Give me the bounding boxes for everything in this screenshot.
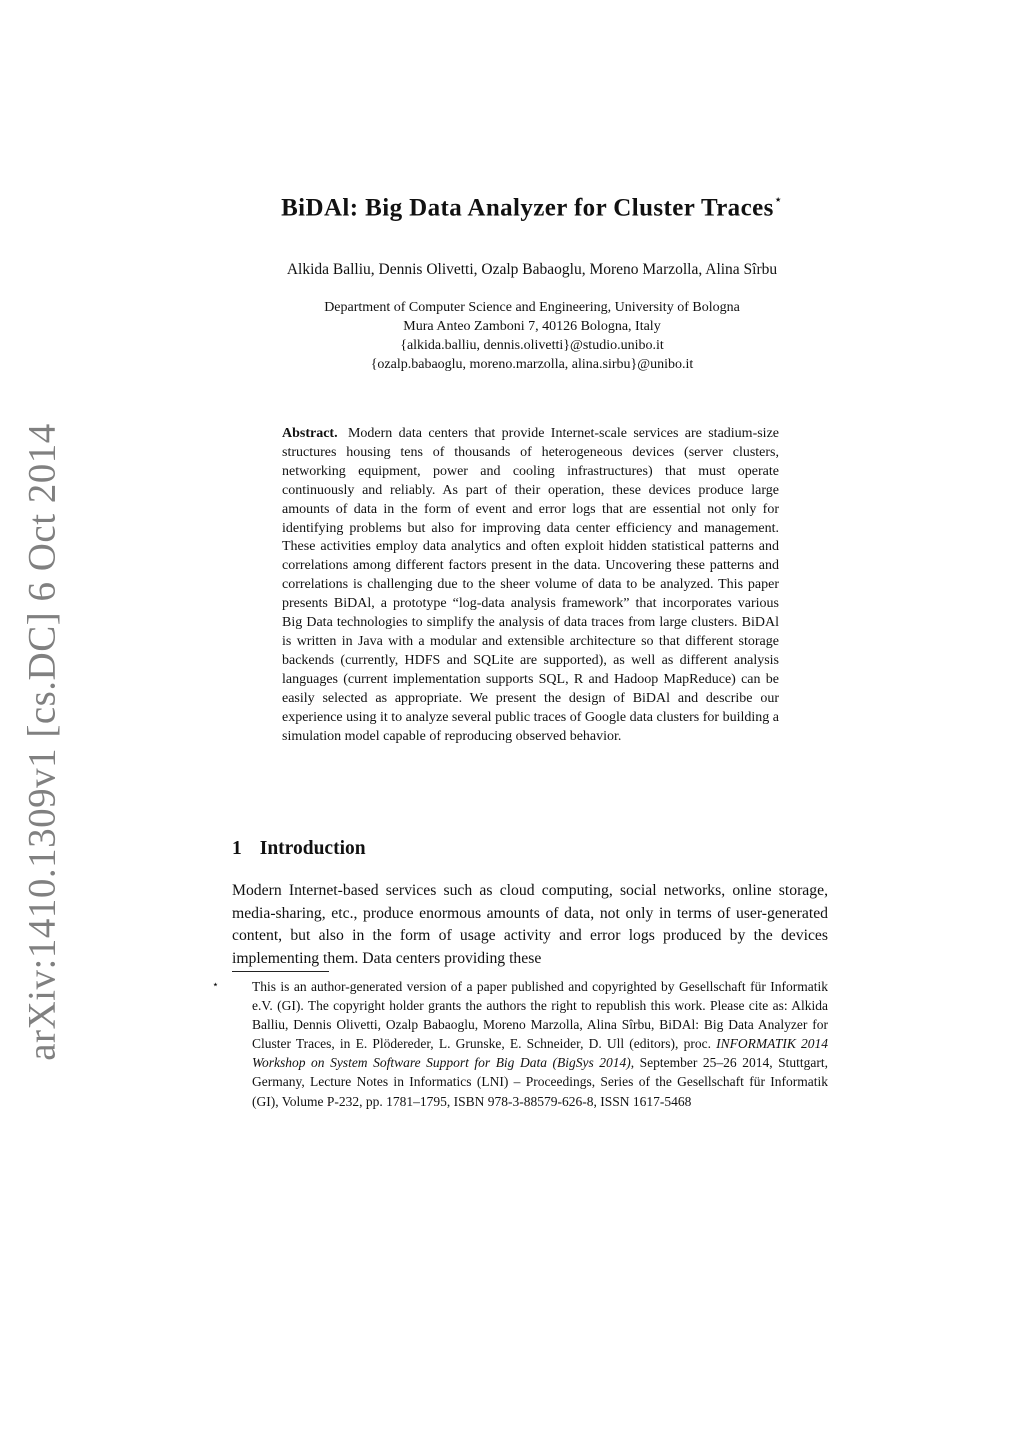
abstract [282, 425, 779, 746]
section-heading [232, 838, 366, 860]
footnote-venue: INFORMATIK 2014 Workshop on System Software Support for Big Data (BigSys 2014) [252, 1036, 828, 1071]
footnote-body [212, 976, 828, 1111]
author-list: Alkida Balliu, Dennis Olivetti, Ozalp Babaoglu, Moreno Marzolla, Alina Sîrbu [286, 261, 778, 278]
affiliation-block [232, 298, 832, 374]
abstract-text: Modern data centers that provide Internet-scale services are stadium-size structures housing tens of thousands of heterogeneous devices (server clusters, networking equipment, power and cooling infrastructures) that must operate continuously and reliably. As part of their operation, these devices produce large amounts of data in the form of event and error logs that are essential not only for identifying problems but also for improving data center efficiency and management. These activities employ data analytics and often exploit hidden statistical patterns and correlations among different factors present in the data. Uncovering these patterns and correlations is challenging due to the sheer volume of data to be analyzed. This paper presents BiDAl, a prototype “log-data analysis framework” that incorporates various Big Data technologies to simplify the analysis of data traces from large clusters. BiDAl is written in Java with a modular and extensible architecture so that different storage backends (currently, HDFS and SQLite are supported), as well as different analysis languages (current implementation supports SQL, R and Hadoop MapReduce) can be easily selected as appropriate. We present the design of BiDAl and describe our experience using it to analyze several public traces of Google data clusters for building a simulation model capable of reproducing observed behavior. [282, 426, 779, 744]
footnote-mark: ⋆ [212, 979, 219, 991]
section-number: 1 [232, 838, 242, 859]
footnote-rule [232, 971, 329, 972]
affiliation-email-students: {alkida.balliu, dennis.olivetti}@studio.unibo.it [400, 338, 664, 353]
intro-paragraph: Modern Internet-based services such as cloud computing, social networks, online storage, media-sharing, etc., produce enormous amounts of data, not only in terms of user-generated content, but also in the form of usage activity and error logs produced by the devices implementing them. Data centers providing these [232, 882, 828, 967]
paper-title-text: BiDAl: Big Data Analyzer for Cluster Traces [281, 194, 774, 222]
footnote-text-a: This is an author-generated version of a paper published and copyrighted by Gesellschaft für Informatik e.V. (GI). The copyright holder grants the authors the right to republish this work. Please cite as: Alkida Balliu, Dennis Olivetti, Ozalp Babaoglu, Moreno Marzolla, Alina Sîrbu, BiDAl: Big Data Analyzer for Cluster Traces, in E. Plödereder, L. Grunske, E. Schneider, D. Ull (editors), proc. [252, 979, 828, 1052]
abstract-label: Abstract. [282, 426, 338, 441]
affiliation-email-faculty: {ozalp.babaoglu, moreno.marzolla, alina.sirbu}@unibo.it [370, 357, 694, 372]
footnote [212, 976, 828, 1111]
section-title: Introduction [259, 838, 366, 859]
affiliation-department: Department of Computer Science and Engineering, University of Bologna [324, 300, 740, 315]
footnote-text-b: , September 25–26 2014, Stuttgart, Germany, Lecture Notes in Informatics (LNI) – Proceedings, Series of the Gesellschaft für Informatik (GI), Volume P-232, pp. 1781–1795, ISBN 978-3-88579-626-8, ISSN 1617-5468 [252, 1055, 828, 1109]
paper-title [232, 194, 832, 222]
title-footnote-mark: ⋆ [773, 193, 783, 208]
arxiv-side-stamp: arXiv:1410.1309v1 [cs.DC] 6 Oct 2014 [20, 423, 64, 1061]
affiliation-address: Mura Anteo Zamboni 7, 40126 Bologna, Italy [403, 319, 661, 334]
